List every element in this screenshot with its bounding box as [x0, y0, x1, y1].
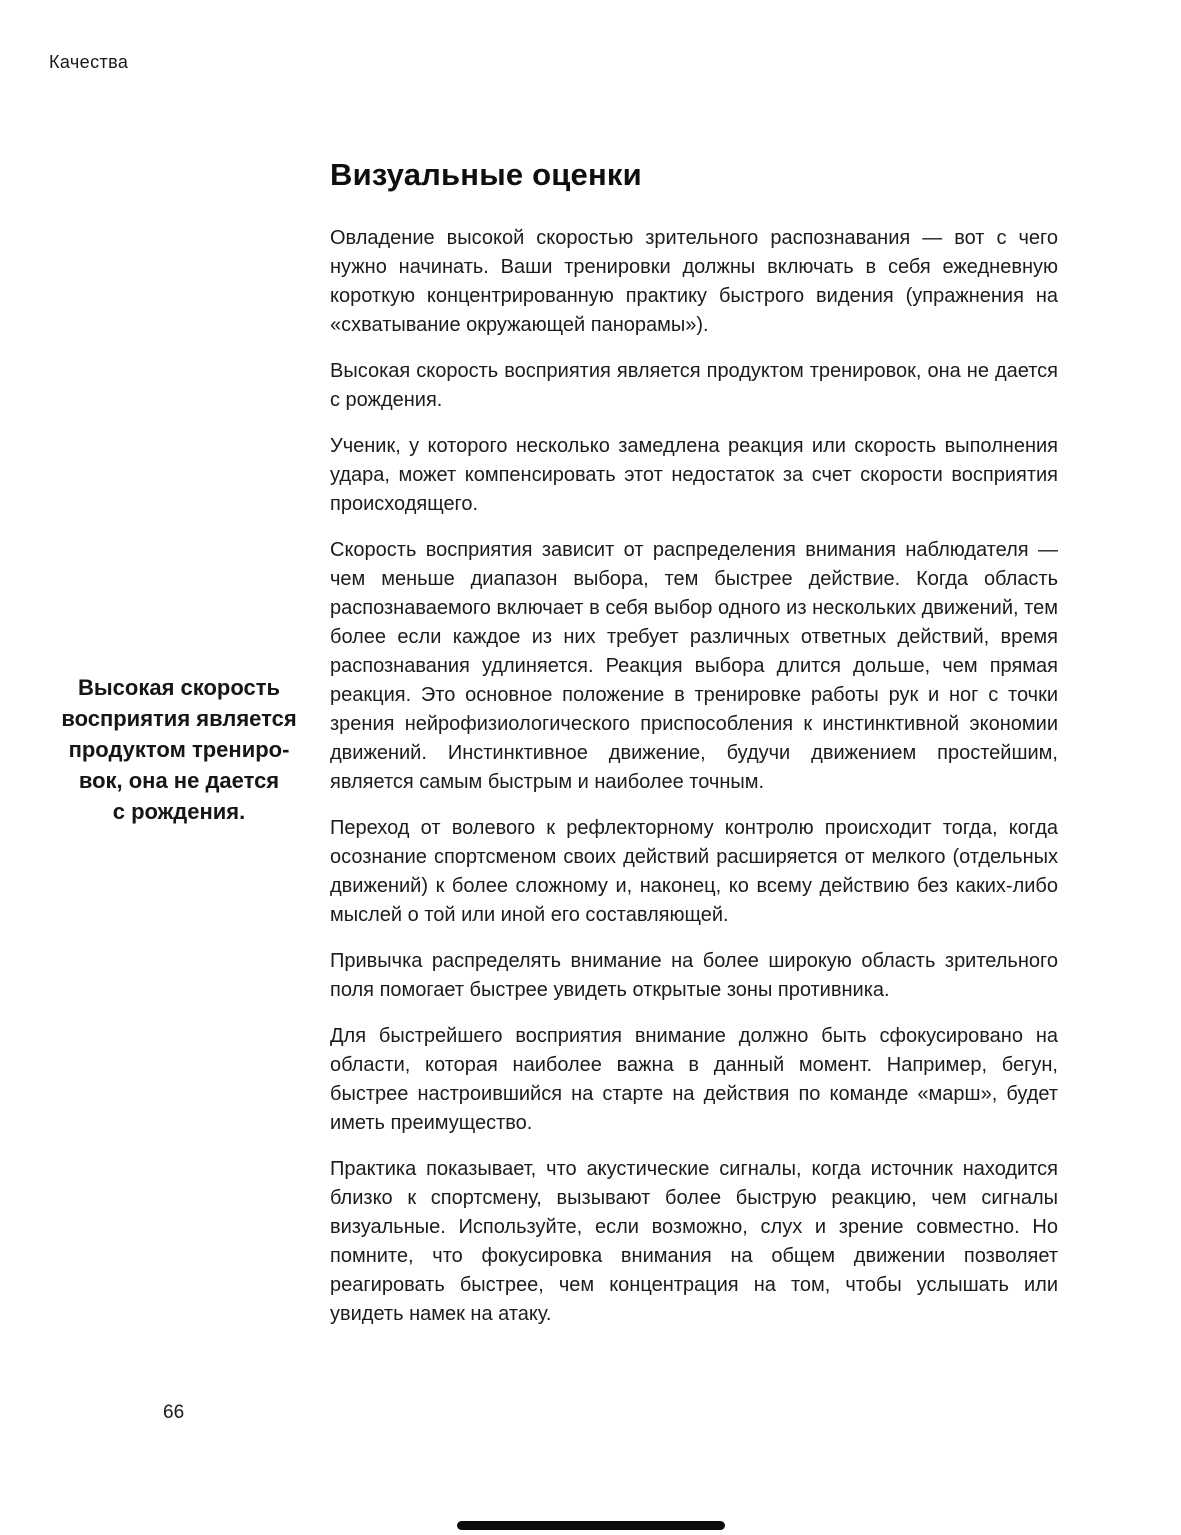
paragraph: Переход от волевого к рефлекторному контролю происходит тогда, когда осознание спортсменом своих действий расширяется от мелкого (отдельных движений) к более сложному и, наконец, ко всему действию без каких-либо мыслей о той или иной его составляющей.	[330, 817, 1058, 926]
paragraph: Ученик, у которого несколько замедлена реакция или скорость выполнения удара, может компенсировать этот недостаток за счет скорости восприятия происходящего.	[330, 435, 1058, 515]
pull-quote-line: продуктом трениро-	[68, 737, 290, 762]
paragraph: Высокая скорость восприятия является продуктом тренировок, она не дается с рождения.	[330, 360, 1058, 411]
pull-quote-line: вок, она не дается	[78, 768, 280, 793]
paragraph: Скорость восприятия зависит от распределения внимания наблюдателя — чем меньше диапазон выбора, тем быстрее действие. Когда область распознаваемого включает в себя выбор одного из нескольких движений, тем более если каждое из них требует различных ответных действий, время распознавания удлиняется. Реакция выбора длится дольше, чем прямая реакция. Это основное положение в тренировке работы рук и ног с точки зрения нейрофизиологического приспособления к инстинктивной экономии движений. Инстинктивное движение, будучи движением простейшим, является самым быстрым и наиболее точным.	[330, 539, 1058, 793]
pull-quote-line: восприятия является	[61, 706, 297, 731]
home-indicator-bar[interactable]	[457, 1521, 725, 1530]
pull-quote	[40, 672, 318, 827]
paragraph: Привычка распределять внимание на более широкую область зрительного поля помогает быстрее увидеть открытые зоны противника.	[330, 950, 1058, 1001]
page-title: Визуальные оценки	[330, 157, 642, 192]
pull-quote-line: с рождения.	[112, 799, 246, 824]
paragraph: Для быстрейшего восприятия внимание должно быть сфокусировано на области, которая наиболее важна в данный момент. Например, бегун, быстрее настроившийся на старте на действия по команде «марш», будет иметь преимущество.	[330, 1025, 1058, 1134]
running-header: Качества	[49, 52, 129, 72]
paragraph: Овладение высокой скоростью зрительного распознавания — вот с чего нужно начинать. Ваши тренировки должны включать в себя ежедневную короткую концентрированную практику быстрого видения (упражнения на «схватывание окружающей панорамы»).	[330, 227, 1058, 336]
page-number: 66	[163, 1402, 185, 1423]
pull-quote-line: Высокая скорость	[77, 675, 281, 700]
page-content	[330, 156, 1058, 1329]
paragraph: Практика показывает, что акустические сигналы, когда источник находится близко к спортсмену, вызывают более быструю реакцию, чем сигналы визуальные. Используйте, если возможно, слух и зрение совместно. Но помните, что фокусировка внимания на общем движении позволяет реагировать быстрее, чем концентрация на том, чтобы услышать или увидеть намек на атаку.	[330, 1158, 1058, 1325]
